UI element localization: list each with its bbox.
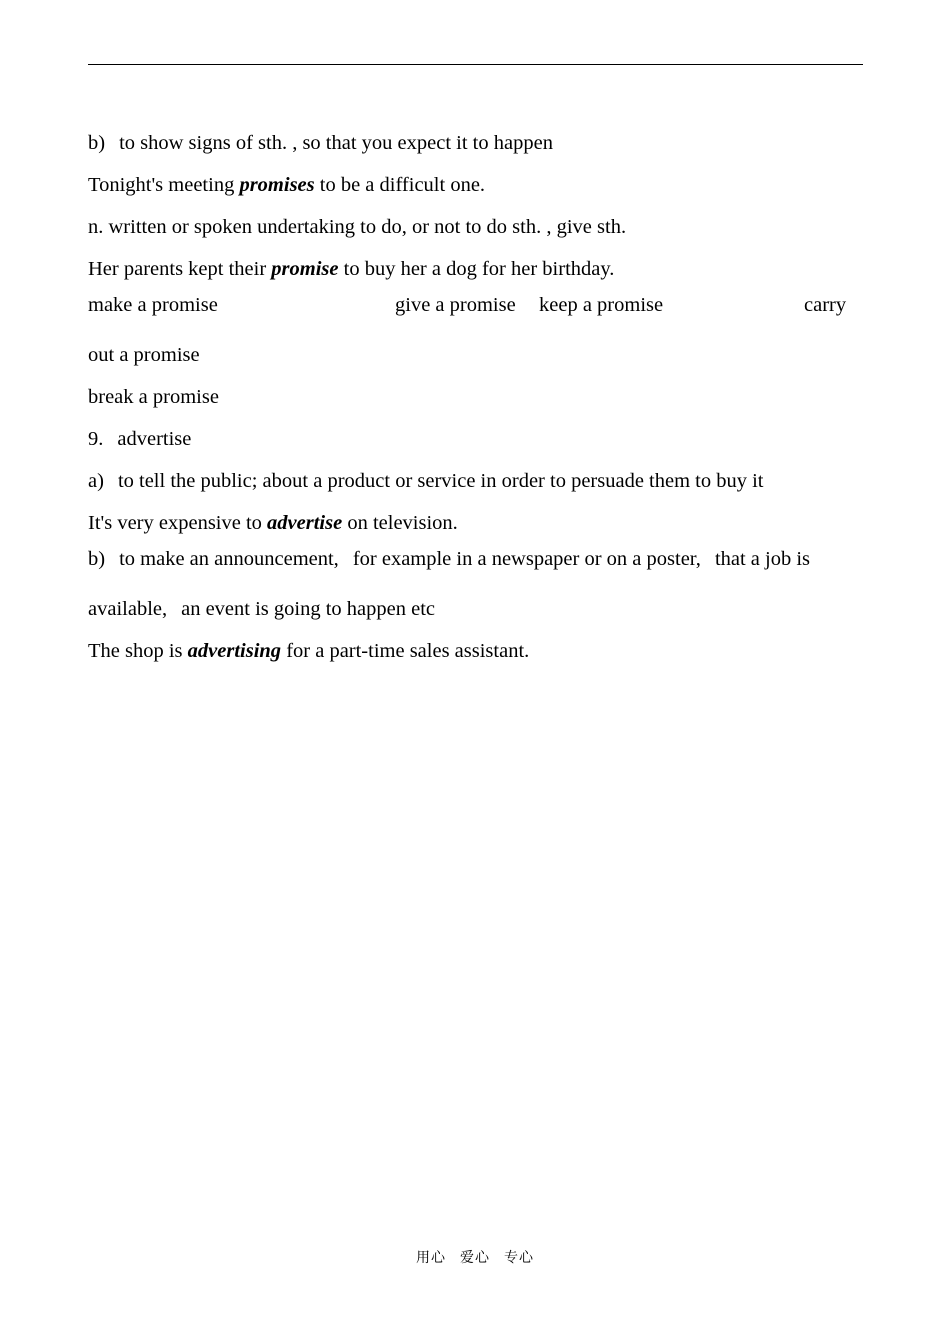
noun-definition [88, 206, 863, 248]
header-rule [88, 64, 863, 65]
definition-text: to tell the public; about a product or service in order to persuade them to buy it [117, 470, 764, 492]
example-sentence [88, 248, 863, 290]
collocation-item: keep a promise [539, 294, 664, 316]
definition-text: to make an announcement, [119, 548, 339, 570]
entry-word: advertise [117, 428, 192, 450]
collocation-item: break a promise [88, 386, 219, 408]
keyword: promise [271, 258, 339, 280]
definition-text: that a job is [714, 548, 811, 570]
definition-text: an event is going to happen etc [181, 598, 436, 620]
collocation-row [88, 290, 863, 334]
definition-b-promise [88, 122, 863, 164]
definition-b-advertise [88, 544, 863, 588]
collocation-item: make a promise [88, 294, 218, 316]
keyword: advertising [187, 640, 282, 662]
page-footer [0, 1247, 950, 1267]
footer-word: 爱心 [460, 1250, 490, 1266]
definition-text: available, [88, 598, 168, 620]
collocation-item: out a promise [88, 344, 200, 366]
definition-label: b) [88, 132, 106, 154]
example-text: to be a difficult one. [314, 174, 486, 196]
example-sentence [88, 164, 863, 206]
example-text: The shop is [88, 640, 188, 662]
footer-word: 用心 [416, 1250, 446, 1266]
example-text: on television. [342, 512, 458, 534]
example-sentence [88, 502, 863, 544]
definition-text: for example in a newspaper or on a poster, [352, 548, 701, 570]
example-text: to buy her a dog for her birthday. [338, 258, 615, 280]
collocation-row [88, 376, 863, 418]
example-text: It's very expensive to [88, 512, 268, 534]
collocation-item: carry [804, 294, 847, 316]
entry-heading [88, 418, 863, 460]
collocation-continuation [88, 334, 863, 376]
definition-a-advertise [88, 460, 863, 502]
definition-continuation [88, 588, 863, 630]
definition-label: b) [88, 548, 106, 570]
example-text: Tonight's meeting [88, 174, 240, 196]
collocation-item: give a promise [395, 294, 516, 316]
definition-label: a) [88, 470, 104, 492]
footer-word: 专心 [504, 1250, 534, 1266]
example-sentence [88, 630, 863, 672]
keyword: advertise [267, 512, 343, 534]
example-text: for a part-time sales assistant. [281, 640, 530, 662]
keyword: promises [239, 174, 315, 196]
definition-text: to show signs of sth. , so that you expect it to happen [119, 132, 553, 154]
example-text: Her parents kept their [88, 258, 272, 280]
definition-text: n. written or spoken undertaking to do, or not to do sth. , give sth. [88, 216, 627, 238]
document-body [88, 122, 863, 672]
entry-number: 9. [88, 428, 104, 450]
